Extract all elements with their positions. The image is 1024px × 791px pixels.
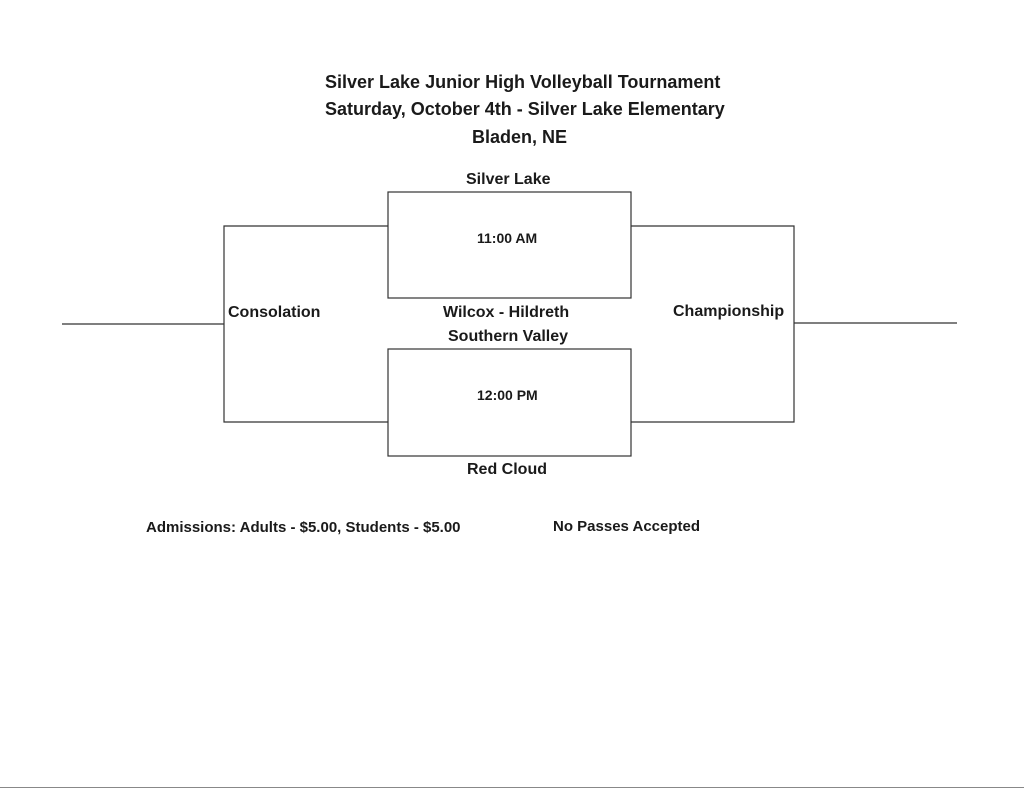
page-bottom-rule	[0, 787, 1024, 788]
consolation-bracket-line	[224, 226, 388, 422]
match-2-team-top: Southern Valley	[448, 328, 569, 345]
no-passes-text: No Passes Accepted	[553, 518, 701, 535]
consolation-label: Consolation	[228, 304, 321, 321]
tournament-title: Silver Lake Junior High Volleyball Tournament	[325, 72, 721, 92]
match-1-team-top: Silver Lake	[466, 171, 551, 188]
tournament-date-location: Saturday, October 4th - Silver Lake Elementary	[325, 99, 725, 119]
tournament-city: Bladen, NE	[472, 127, 568, 147]
championship-label: Championship	[673, 303, 785, 320]
championship-bracket-line	[631, 226, 794, 422]
match-2-time: 12:00 PM	[477, 387, 538, 403]
admissions-text: Admissions: Adults - $5.00, Students - $5.00	[146, 519, 461, 536]
match-1-time: 11:00 AM	[477, 230, 538, 246]
match-1-team-bottom: Wilcox - Hildreth	[443, 304, 570, 321]
match-2-team-bottom: Red Cloud	[467, 461, 547, 478]
